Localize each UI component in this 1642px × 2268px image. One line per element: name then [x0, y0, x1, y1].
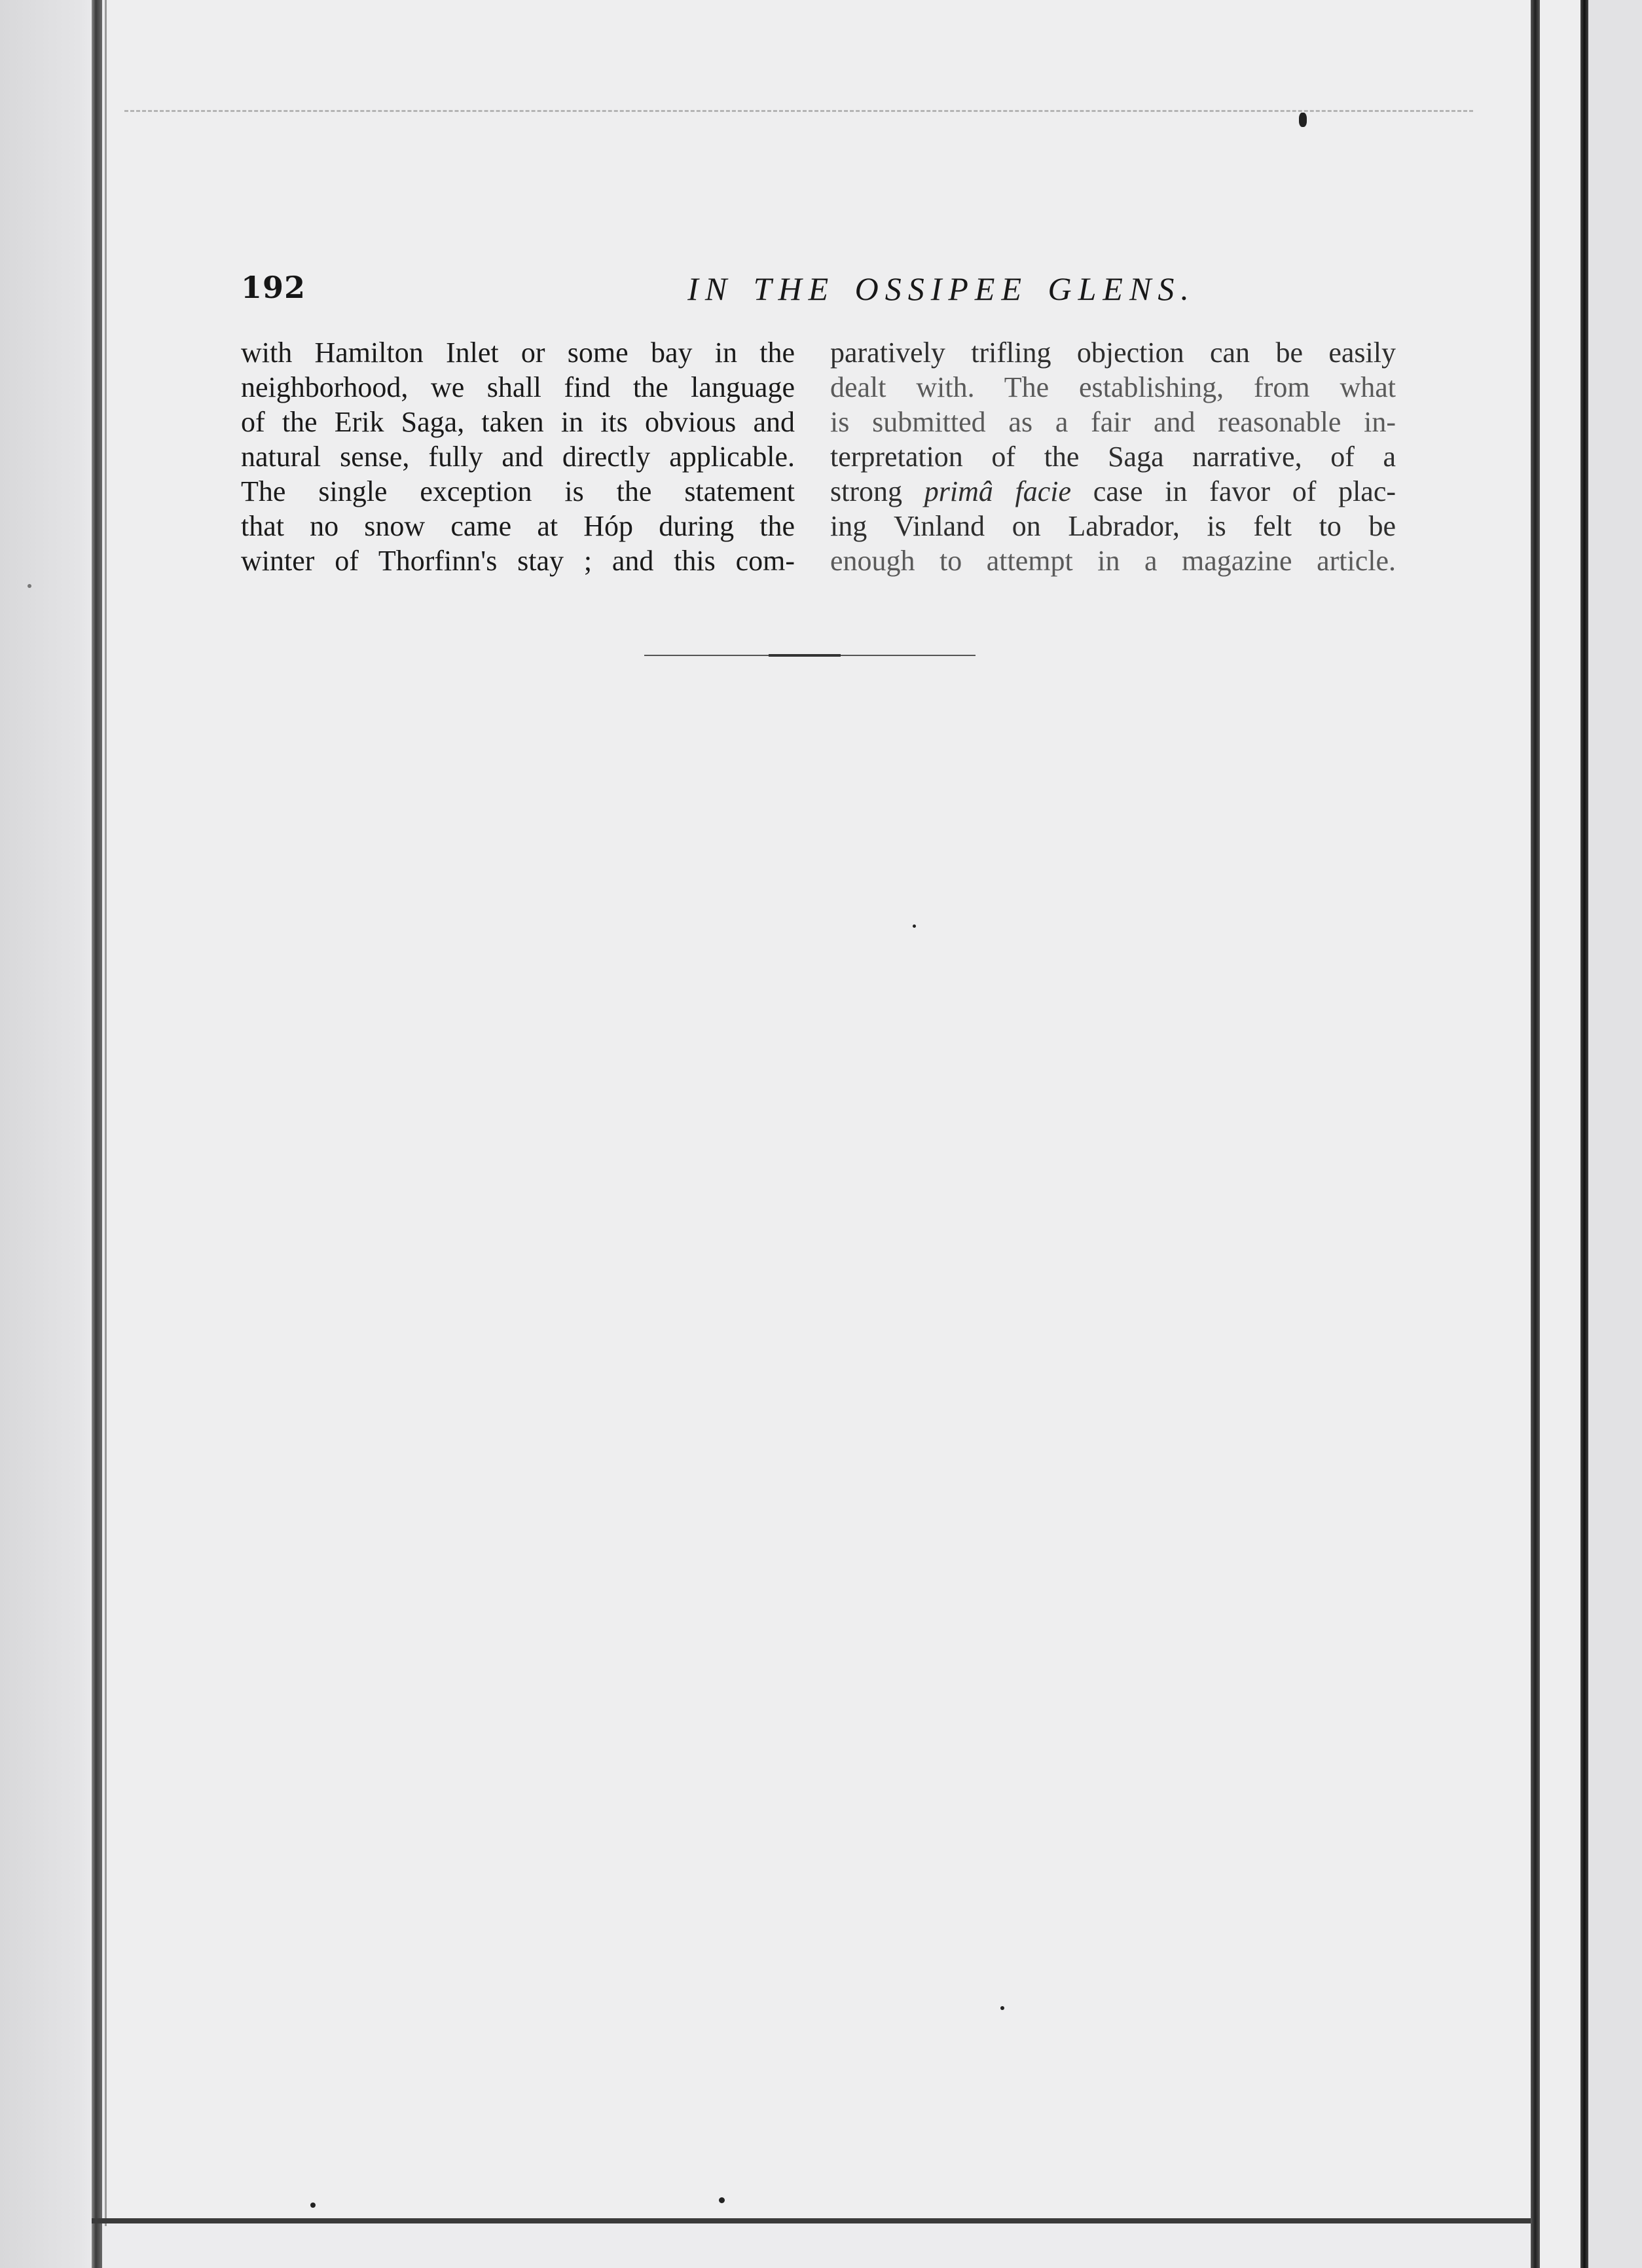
text-line: paratively trifling objection can be easily	[830, 337, 1396, 369]
text-line: with Hamilton Inlet or some bay in the	[241, 337, 795, 369]
text-line: dealt with. The establishing, from what	[830, 371, 1396, 403]
page-surface	[107, 0, 1535, 2223]
page-right-edge	[1531, 0, 1540, 2268]
text-fragment: strong	[830, 475, 902, 507]
left-text-column	[241, 335, 795, 578]
top-scan-rule	[124, 110, 1473, 112]
text-line-with-italic	[830, 474, 1396, 509]
ink-speck	[1299, 113, 1307, 127]
adjacent-page-edge	[1580, 0, 1588, 2268]
text-fragment: case in favor of plac-	[1093, 475, 1396, 507]
ink-speck	[1000, 2006, 1004, 2010]
ink-speck	[913, 924, 916, 928]
running-head	[241, 270, 1393, 309]
text-line: The single exception is the statement	[241, 475, 795, 507]
section-end-ornament	[644, 651, 976, 660]
page-number: 192	[241, 270, 306, 305]
adjacent-page-strip	[1540, 0, 1580, 2268]
text-line: that no snow came at Hóp during the	[241, 510, 795, 542]
right-margin	[1588, 0, 1642, 2268]
text-line: of the Erik Saga, taken in its obvious and	[241, 406, 795, 438]
binding-edge	[92, 0, 102, 2268]
ornament-center	[769, 654, 841, 657]
text-line: terpretation of the Saga narrative, of a	[830, 441, 1396, 473]
ornament-rule-right	[841, 655, 976, 656]
ink-speck	[27, 584, 31, 588]
page-bottom-edge	[92, 2218, 1532, 2223]
text-line: ing Vinland on Labrador, is felt to be	[830, 510, 1396, 542]
text-line: enough to attempt in a magazine article.	[830, 545, 1396, 577]
text-line: neighborhood, we shall find the language	[241, 371, 795, 403]
binding-edge-inner	[105, 0, 107, 2226]
ink-speck	[310, 2203, 316, 2208]
italic-phrase: primâ facie	[924, 475, 1072, 507]
text-line: winter of Thorfinn's stay ; and this com-	[241, 545, 795, 577]
left-margin-shadow	[0, 0, 98, 2268]
text-line: natural sense, fully and directly applicable.	[241, 441, 795, 473]
text-line: is submitted as a fair and reasonable in-	[830, 406, 1396, 438]
ink-speck	[719, 2197, 725, 2203]
ornament-rule-left	[644, 655, 769, 656]
right-text-column	[830, 335, 1396, 578]
running-title: IN THE OSSIPEE GLENS.	[687, 270, 1195, 307]
